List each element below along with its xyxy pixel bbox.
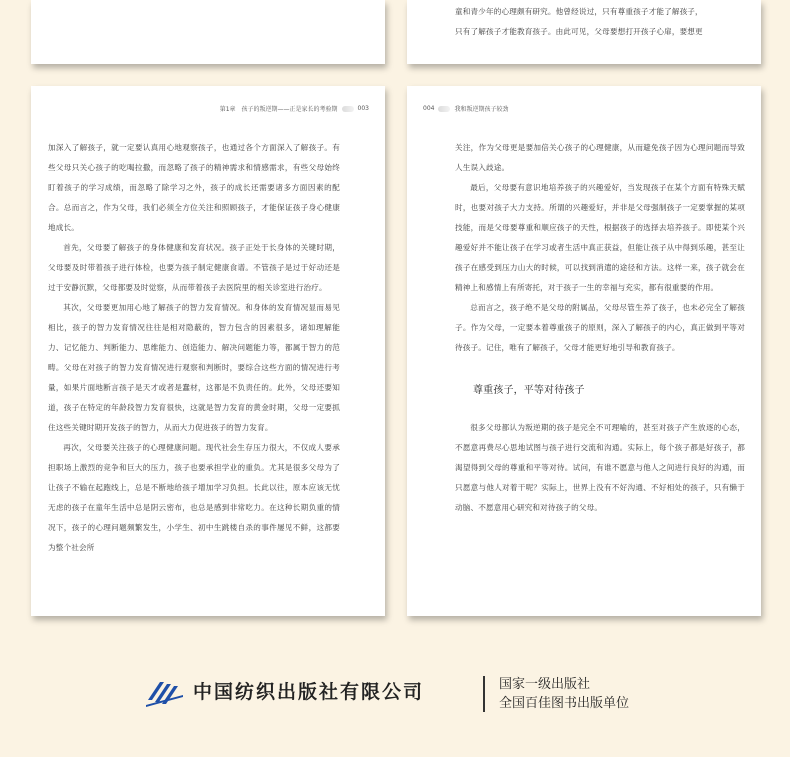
paragraph: 总而言之，孩子绝不是父母的附属品，父母尽管生养了孩子，也未必完全了解孩子。作为父母，一定要本着尊重孩子的原则，深入了解孩子的内心，真正做到平等对待孩子。记住，唯有了解孩子，父母才能更好地引导和教育孩子。: [455, 303, 745, 352]
paragraph: 首先，父母要了解孩子的身体健康和发育状况。孩子正处于长身体的关键时期，父母要及时带着孩子进行体检，也要为孩子制定健康食谱。不管孩子是过于好动还是过于安静沉默，父母都要及时觉察，从而带着孩子去医院里的相关诊室进行治疗。: [48, 243, 340, 292]
paragraph: 加深入了解孩子，就一定要认真用心地观察孩子，也通过各个方面深入了解孩子。有些父母只关心孩子的吃喝拉撒，而忽略了孩子的精神需求和情感需求，有些父母始终盯着孩子的学习成绩，而忽略了除学习之外，孩子的成长还需要诸多方面因素的配合。总而言之，作为父母，我们必须全方位关注和照顾孩子，才能保证孩子身心健康地成长。: [48, 143, 340, 232]
slogan-line: 国家一级出版社: [499, 677, 591, 692]
previous-page-text: [455, 2, 751, 42]
divider: [483, 676, 485, 712]
slogan-line: 全国百佳图书出版单位: [499, 696, 630, 711]
paragraph: 很多父母都认为叛逆期的孩子是完全不可理喻的，甚至对孩子产生放逐的心态，不愿意再费尽心思地试图与孩子进行交流和沟通。实际上，每个孩子都是好孩子，都渴望得到父母的尊重和平等对待。试问，有谁不愿意与他人之间进行良好的沟通，而只愿意与他人对着干呢？实际上，世界上没有不好沟通、不好相处的孩子，只有懒于动脑、不愿意用心研究和对待孩子的父母。: [455, 423, 745, 512]
publisher-logo-icon: [146, 678, 184, 708]
publisher-name: 中国纺织出版社有限公司: [193, 681, 425, 703]
book-title: 我和叛逆期孩子较劲: [454, 106, 509, 113]
publisher-slogans: [499, 675, 629, 713]
publisher-footer: [0, 668, 790, 718]
section-title: 尊重孩子，平等对待孩子: [473, 385, 585, 396]
paragraph: 再次，父母要关注孩子的心理健康问题。现代社会生存压力很大，不仅成人要承担职场上激烈的竞争和巨大的压力，孩子也要承担学业的重负。尤其是很多父母为了让孩子不输在起跑线上，总是不断地给孩子增加学习负担。长此以往，原本应该无忧无虑的孩子在童年生活中总是阴云密布，也总是感到非常吃力。在这种长期负重的情况下，孩子的心理问题频繁发生，小学生、初中生跳楼自杀的事件屡见不鲜，这都要为整个社会所: [48, 443, 340, 552]
text-line: 只有了解孩子才能教育孩子。由此可见，父母要想打开孩子心扉，要想更: [455, 27, 703, 36]
paragraph: 其次，父母要更加用心地了解孩子的智力发育情况。和身体的发育情况显而易见相比，孩子的智力发育情况往往是相对隐蔽的，智力包含的因素很多，诸如理解能力、记忆能力、判断能力、思维能力、创造能力、解决问题能力等，都属于智力的范畴。父母在对孩子的智力发育情况进行观察和判断时，要综合这些方面的情况进行考量，如果片面地断言孩子是天才或者是蠢材，这都是不负责任的。此外，父母还要知道，孩子在特定的年龄段智力发育很快，这就是智力发育的黄金时期，父母一定要抓住这些关键时期开发孩子的智力，从而大力促进孩子的智力发育。: [48, 303, 340, 432]
text-line: 童和青少年的心理颇有研究。他曾经说过，只有尊重孩子才能了解孩子，: [455, 7, 703, 16]
paragraph: 关注，作为父母更是要加倍关心孩子的心理健康，从而避免孩子因为心理问题而导致人生误入歧途。: [455, 143, 745, 172]
page-body: [455, 138, 745, 518]
page-number: 003: [357, 105, 369, 112]
previous-page-left: [31, 0, 385, 64]
paragraph: 最后，父母要有意识地培养孩子的兴趣爱好，当发现孩子在某个方面有特殊天赋时，也要对孩子大力支持。所谓的兴趣爱好，并非是父母强制孩子一定要掌握的某项技能，而是父母要尊重和顺应孩子的天性，根据孩子的选择去培养孩子。即使某个兴趣爱好并不能让孩子在学习或者生活中真正获益，但能让孩子从中得到乐趣，甚至让孩子在感受到压力山大的时候，可以找到消遣的途径和方法。这样一来，孩子就会在精神上和感情上有所寄托，对于孩子一生的幸福与充实，都有很重要的作用。: [455, 183, 745, 292]
running-header: [423, 104, 508, 113]
book-page-004: [407, 86, 761, 616]
running-header: [220, 104, 369, 113]
page-number: 004: [423, 105, 435, 112]
page-marker-icon: [438, 106, 450, 112]
previous-page-right: [407, 0, 761, 64]
chapter-title: 第1章 孩子的叛逆期——正是家长的考验期: [219, 106, 338, 113]
book-page-003: [31, 86, 385, 616]
page-marker-icon: [342, 106, 354, 112]
page-body: [48, 138, 340, 558]
